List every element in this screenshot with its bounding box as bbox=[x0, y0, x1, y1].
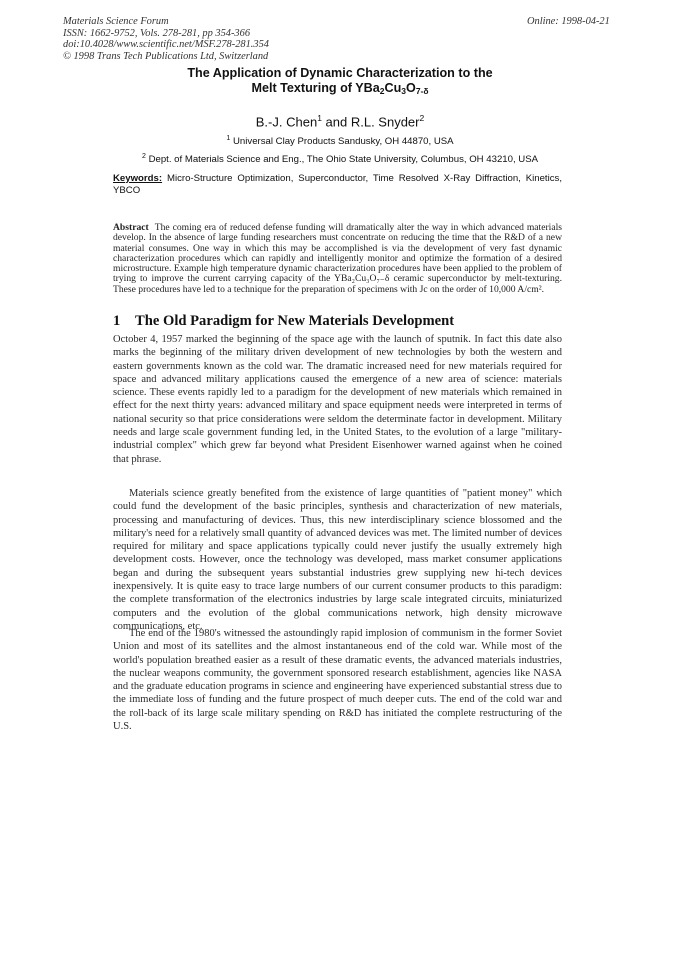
author-line bbox=[110, 110, 570, 130]
author-affiliation-mark: 2 bbox=[419, 113, 425, 123]
affiliation-text: Universal Clay Products Sandusky, OH 44870, USA bbox=[233, 136, 454, 148]
section-title: The Old Paradigm for New Materials Development bbox=[135, 313, 455, 329]
affiliation-mark: 1 bbox=[226, 135, 231, 142]
abstract bbox=[113, 223, 562, 295]
author-name: R.L. Snyder bbox=[350, 114, 420, 130]
title-subscript: 7-δ bbox=[415, 86, 429, 96]
abstract-label: Abstract bbox=[113, 222, 149, 233]
paper-title-line1: The Application of Dynamic Characterization to the bbox=[187, 66, 493, 80]
title-subscript: 3 bbox=[401, 86, 407, 96]
body-paragraph-1: October 4, 1957 marked the beginning of the space age with the launch of sputnik. In fact this date also marks the beginning of the military driven development of new technologies by both the western and eastern governments known as the cold war. The dramatic increased need for new materials required for space and advanced military applications caused the emergence of a new area of science: materials science. These events rapidly led to a paradigm for the development of new materials which remained in effect for the next thirty years: advanced military and space equipment needs were interpreted in terms of national security so that price considerations were seldom the determinate factor in development. Military needs and large scale government funding led, in the United States, to the evolution of a large "military-industrial complex" which grew far beyond what President Eisenhower warned against when he coined that phrase. bbox=[113, 334, 562, 465]
keywords-text: Micro-Structure Optimization, Superconductor, Time Resolved X-Ray Diffraction, Kinetics, YBCO bbox=[113, 173, 562, 197]
copyright-line: © 1998 Trans Tech Publications Ltd, Switzerland bbox=[63, 50, 269, 62]
body-paragraph-2: Materials science greatly benefited from the existence of large quantities of "patient money" which could fund the development of the basic principles, synthesis and characterization of new materials, processing and manufacturing of devices. Thus, this new interdisciplinary science blossomed and the military's need for a relatively small quantity of advanced devices was met. The limited number of devices required for military and space applications typically could never justify the usually extremely high development costs. However, once the technology was developed, mass market consumer applications began and during the subsequent years substantial industries grew supplying new hi-tech devices inexpensively. It is quite easy to trace large numbers of our current consumer products to this paradigm: the complete transformation of the electronics industries by large scale integrated circuits, miniaturized computers and the evolution of the global communications network, high density microwave communications, etc. bbox=[113, 488, 562, 632]
journal-name: Materials Science Forum bbox=[63, 16, 169, 27]
keywords-label: Keywords: bbox=[113, 173, 163, 184]
keywords bbox=[113, 173, 562, 197]
section-heading bbox=[113, 313, 454, 330]
online-date: Online: 1998-04-21 bbox=[527, 16, 610, 27]
issn-line: ISSN: 1662-9752, Vols. 278-281, pp 354-366 bbox=[63, 27, 251, 39]
author-name: B.-J. Chen bbox=[255, 114, 318, 130]
body-paragraph-3: The end of the 1980's witnessed the astoundingly rapid implosion of communism in the former Soviet Union and most of its satellites and the almost instantaneous end of the cold war. While most of the world's population breathed easier as a result of these dramatic events, the advanced materials industries, the nuclear weapons community, the government sponsored research establishment, agencies like NASA and the graduate education programs in science and engineering have experienced substantial stress due to the immediate loss of funding and the future prospect of much deeper cuts. The end of the cold war and the roll-back of its large scale military spending on R&D has initiated the complete restructuring of the U.S. bbox=[113, 628, 562, 733]
journal-header bbox=[63, 16, 269, 62]
author-separator: and bbox=[321, 114, 351, 130]
title-subscript: 2 bbox=[379, 86, 385, 96]
affiliation-2 bbox=[60, 151, 620, 166]
abstract-text: The coming era of reduced defense funding will dramatically alter the way in which advanced materials develop. In the absence of large funding researchers must concentrate on reducing the time that the R&D of a new material consumes. One way in which this may be accomplished is via the development of very fast dynamic characterization procedures which can rapidly and intelligently monitor and optimize the formation of a desired microstructure. Example high temperature dynamic characterization procedures have been applied to the problem of trying to improve the current carrying capacity of the YBa₂Cu₃O₇₋δ ceramic superconductor by melt-texturing. These procedures have led to a technique for the preparation of specimens with Jc on the order of 10,000 A/cm². bbox=[113, 222, 562, 295]
title-text: O bbox=[406, 81, 416, 95]
doi-link[interactable]: doi:10.4028/www.scientific.net/MSF.278-281.354 bbox=[63, 39, 269, 50]
title-text: Melt Texturing of YBa bbox=[251, 81, 380, 95]
affiliation-text: Dept. of Materials Science and Eng., The Ohio State University, Columbus, OH 43210, USA bbox=[148, 154, 539, 166]
paper-title-line2 bbox=[110, 81, 570, 96]
affiliation-1 bbox=[60, 133, 620, 148]
section-number: 1 bbox=[113, 313, 121, 329]
title-text: Cu bbox=[384, 81, 402, 95]
author-affiliation-mark: 1 bbox=[317, 113, 322, 123]
affiliation-mark: 2 bbox=[141, 153, 146, 160]
